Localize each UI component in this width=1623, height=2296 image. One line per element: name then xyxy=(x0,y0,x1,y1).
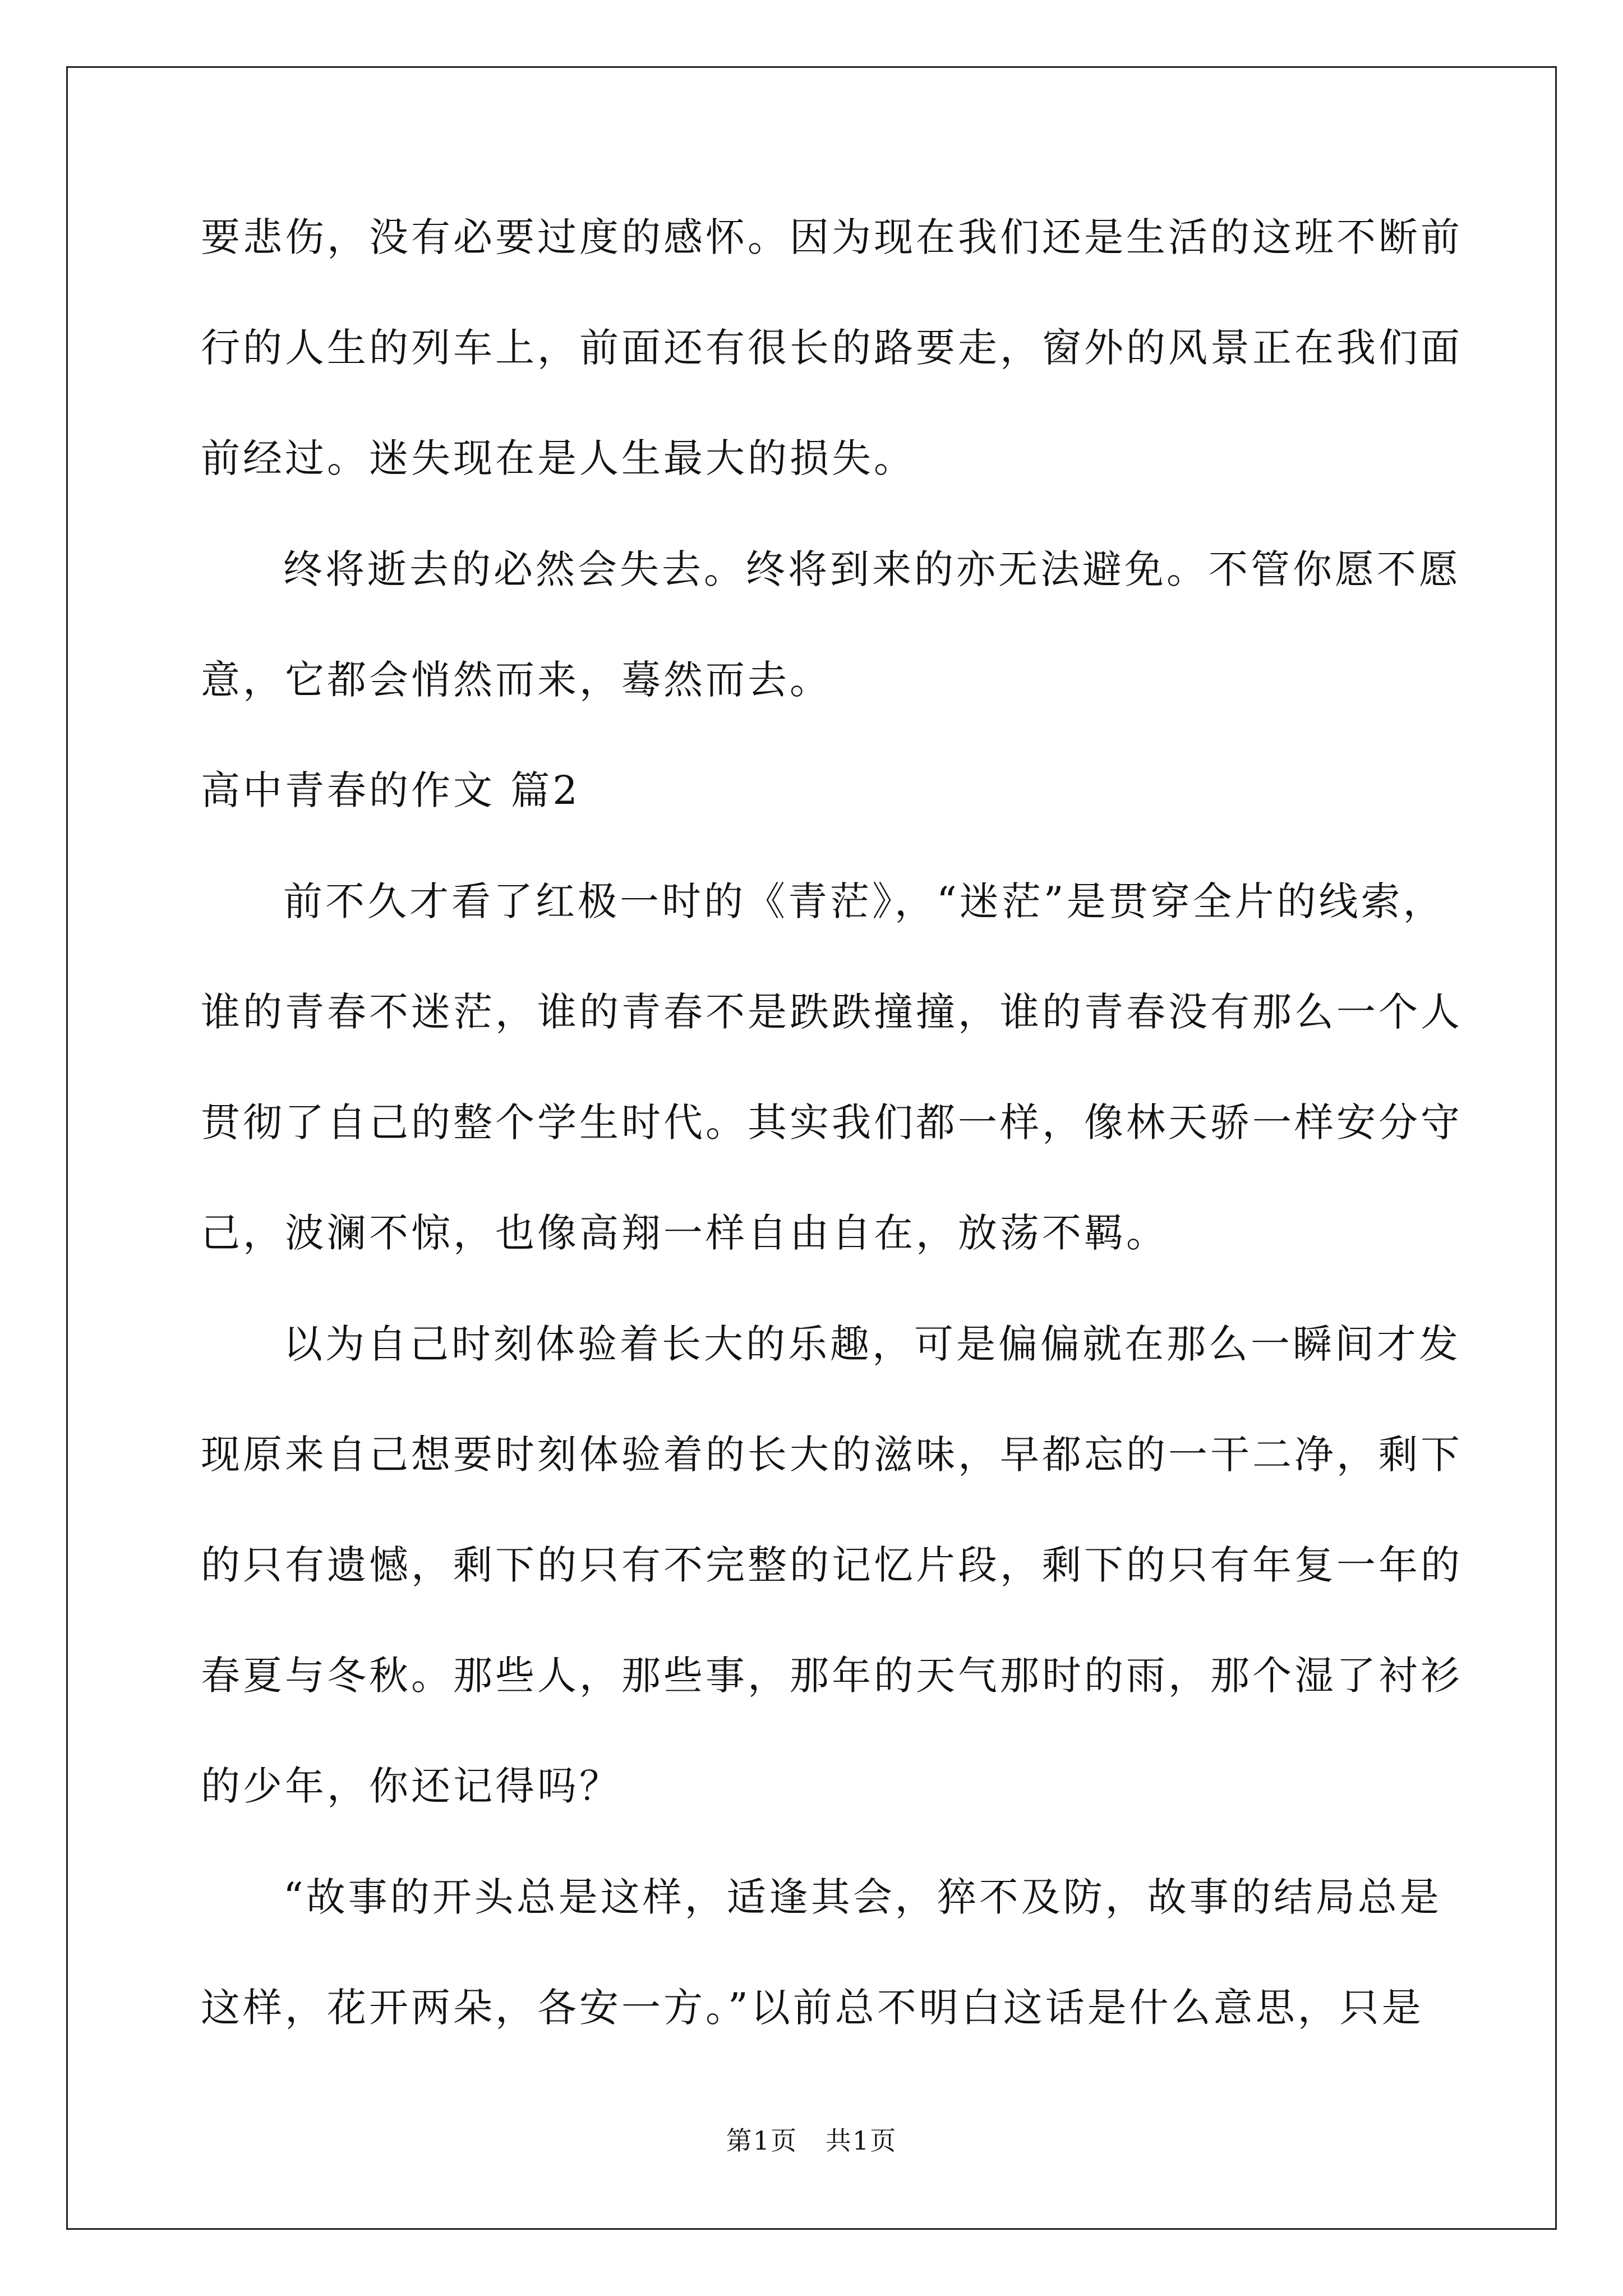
text-line: 要悲伤，没有必要过度的感怀。因为现在我们还是生活的这班不断前 xyxy=(201,214,1463,260)
text-line: 谁的青春不迷茫，谁的青春不是跌跌撞撞，谁的青春没有那么一个人 xyxy=(201,989,1463,1035)
text-line: 前不久才看了红极一时的《青茫》，“迷茫”是贯穿全片的线索， xyxy=(283,878,1445,924)
text-line: 终将逝去的必然会失去。终将到来的亦无法避免。不管你愿不愿 xyxy=(283,546,1461,592)
paragraph xyxy=(201,878,1463,1256)
section-heading: 高中青春的作文 篇2 xyxy=(201,767,580,813)
text-line: 这样，花开两朵，各安一方。”以前总不明白这话是什么意思，只是 xyxy=(201,1985,1424,2031)
text-line: 贯彻了自己的整个学生时代。其实我们都一样，像林天骄一样安分守 xyxy=(201,1099,1463,1145)
text-line: 的只有遗憾，剩下的只有不完整的记忆片段，剩下的只有年复一年的 xyxy=(201,1542,1463,1588)
paragraph xyxy=(201,546,1461,703)
text-line: 的少年，你还记得吗？ xyxy=(201,1763,621,1809)
text-line: “故事的开头总是这样，适逢其会，猝不及防，故事的结局总是 xyxy=(283,1874,1442,1920)
text-line: 行的人生的列车上，前面还有很长的路要走，窗外的风景正在我们面 xyxy=(201,325,1463,371)
text-line: 现原来自己想要时刻体验着的长大的滋味，早都忘的一干二净，剩下 xyxy=(201,1432,1463,1478)
paragraph xyxy=(201,214,1463,481)
paragraph xyxy=(201,1874,1442,2031)
text-line: 意，它都会悄然而来，蓦然而去。 xyxy=(201,657,832,703)
text-line: 春夏与冬秋。那些人，那些事，那年的天气那时的雨，那个湿了衬衫 xyxy=(201,1653,1463,1699)
document-body xyxy=(201,214,1463,2031)
text-line: 己，波澜不惊，也像高翔一样自由自在，放荡不羁。 xyxy=(201,1210,1168,1256)
page-footer: 第1页 共1页 xyxy=(726,2125,897,2156)
text-line: 前经过。迷失现在是人生最大的损失。 xyxy=(201,435,916,481)
text-line: 以为自己时刻体验着长大的乐趣，可是偏偏就在那么一瞬间才发 xyxy=(283,1321,1461,1367)
paragraph xyxy=(201,1321,1463,1809)
